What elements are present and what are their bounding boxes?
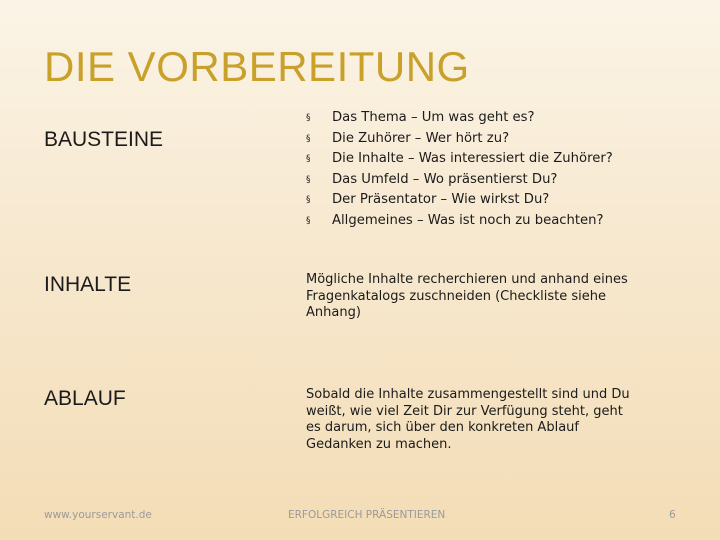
- bullet-item: [306, 190, 613, 211]
- bullet-text: Das Umfeld – Wo präsentierst Du?: [332, 171, 558, 187]
- section-label-bausteine: BAUSTEINE: [44, 128, 164, 151]
- section-sign-icon: §: [306, 174, 311, 185]
- bullet-item: [306, 211, 613, 232]
- bullet-text: Allgemeines – Was ist noch zu beachten?: [332, 212, 604, 228]
- section-label-inhalte: INHALTE: [44, 273, 132, 296]
- page-number: 6: [669, 509, 676, 521]
- bausteine-bullet-list: [306, 108, 613, 232]
- section-sign-icon: §: [306, 215, 311, 226]
- inhalte-text: Mögliche Inhalte recherchieren und anhand eines Fragenkatalogs zuschneiden (Checkliste siehe Anhang): [306, 272, 628, 321]
- ablauf-text: Sobald die Inhalte zusammengestellt sind und Du weißt, wie viel Zeit Dir zur Verfügung steht, geht es darum, sich über den konkreten Ablauf Gedanken zu machen.: [306, 387, 630, 452]
- section-sign-icon: §: [306, 154, 311, 165]
- bullet-text: Der Präsentator – Wie wirkst Du?: [332, 192, 550, 208]
- bullet-text: Das Thema – Um was geht es?: [332, 110, 535, 125]
- section-sign-icon: §: [306, 133, 311, 144]
- section-sign-icon: §: [306, 195, 311, 206]
- bullet-item: [306, 170, 613, 191]
- slide-title: DIE VORBEREITUNG: [44, 43, 470, 90]
- footer-website: www.yourservant.de: [44, 509, 152, 521]
- bullet-item: [306, 108, 613, 129]
- section-label-ablauf: ABLAUF: [44, 387, 126, 410]
- footer-title: ERFOLGREICH PRÄSENTIEREN: [288, 509, 446, 521]
- section-sign-icon: §: [306, 113, 311, 123]
- bullet-text: Die Zuhörer – Wer hört zu?: [332, 130, 510, 146]
- bullet-item: [306, 129, 613, 150]
- bullet-text: Die Inhalte – Was interessiert die Zuhörer?: [332, 151, 613, 167]
- bullet-item: [306, 149, 613, 170]
